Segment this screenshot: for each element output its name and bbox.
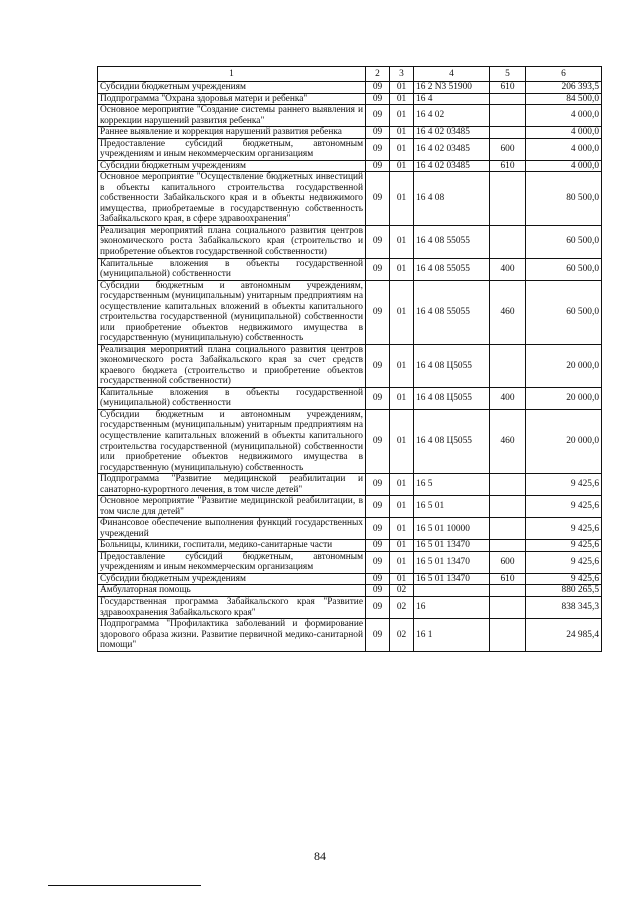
table-row — [98, 387, 602, 409]
row-section-cell: 09 — [366, 596, 390, 618]
row-subsection-cell: 02 — [390, 619, 414, 652]
row-target-article-cell: 16 4 — [414, 93, 490, 105]
row-expense-type-cell — [490, 540, 526, 552]
row-subsection-cell: 01 — [390, 540, 414, 552]
table-row — [98, 540, 602, 552]
row-target-article-cell: 16 4 08 55055 — [414, 280, 490, 344]
row-expense-type-cell — [490, 105, 526, 127]
row-amount-cell: 60 500,0 — [526, 280, 602, 344]
row-target-article-cell: 16 4 08 Ц5055 — [414, 409, 490, 473]
column-header: 6 — [526, 67, 602, 82]
table-row — [98, 138, 602, 160]
row-subsection-cell: 01 — [390, 474, 414, 496]
row-name-cell: Субсидии бюджетным учреждениям — [98, 82, 366, 94]
row-target-article-cell: 16 4 02 — [414, 105, 490, 127]
row-expense-type-cell — [490, 619, 526, 652]
row-target-article-cell: 16 4 02 03485 — [414, 160, 490, 172]
row-expense-type-cell: 460 — [490, 280, 526, 344]
row-target-article-cell: 16 4 08 55055 — [414, 258, 490, 280]
row-subsection-cell: 01 — [390, 551, 414, 573]
row-amount-cell: 206 393,5 — [526, 82, 602, 94]
row-section-cell: 09 — [366, 127, 390, 139]
row-subsection-cell: 01 — [390, 409, 414, 473]
row-name-cell: Основное мероприятие "Осуществление бюджетных инвестиций в объекты капитального строительства государственной собственности Забайкальского края и в объекты недвижимого имущества, приобретаемые в государственную собственность Забайкальского края, в сфере здравоохранения" — [98, 172, 366, 226]
row-name-cell: Субсидии бюджетным учреждениям — [98, 573, 366, 585]
table-row — [98, 258, 602, 280]
table-row — [98, 127, 602, 139]
row-expense-type-cell — [490, 518, 526, 540]
row-target-article-cell: 16 4 08 — [414, 172, 490, 226]
row-target-article-cell: 16 4 08 Ц5055 — [414, 344, 490, 387]
row-section-cell: 09 — [366, 160, 390, 172]
table-row — [98, 518, 602, 540]
page-number: 84 — [314, 849, 326, 863]
row-subsection-cell: 02 — [390, 596, 414, 618]
row-amount-cell: 9 425,6 — [526, 573, 602, 585]
row-subsection-cell: 01 — [390, 138, 414, 160]
row-amount-cell: 4 000,0 — [526, 160, 602, 172]
row-section-cell: 09 — [366, 496, 390, 518]
row-expense-type-cell — [490, 496, 526, 518]
column-header: 2 — [366, 67, 390, 82]
row-expense-type-cell — [490, 93, 526, 105]
table-row — [98, 105, 602, 127]
table-row — [98, 573, 602, 585]
row-name-cell: Реализация мероприятий плана социального развития центров экономического роста Забайкальского края (строительство и приобретение объектов государственной собственности) — [98, 225, 366, 258]
row-section-cell: 09 — [366, 258, 390, 280]
row-section-cell: 09 — [366, 551, 390, 573]
row-subsection-cell: 01 — [390, 280, 414, 344]
row-name-cell: Субсидии бюджетным учреждениям — [98, 160, 366, 172]
row-expense-type-cell — [490, 474, 526, 496]
row-amount-cell: 84 500,0 — [526, 93, 602, 105]
row-amount-cell: 9 425,6 — [526, 474, 602, 496]
row-section-cell: 09 — [366, 172, 390, 226]
column-header: 5 — [490, 67, 526, 82]
row-section-cell: 09 — [366, 619, 390, 652]
table-row — [98, 496, 602, 518]
row-expense-type-cell: 600 — [490, 138, 526, 160]
row-name-cell: Амбулаторная помощь — [98, 585, 366, 597]
table-row — [98, 225, 602, 258]
row-target-article-cell: 16 2 N3 51900 — [414, 82, 490, 94]
table-row — [98, 160, 602, 172]
row-amount-cell: 880 265,5 — [526, 585, 602, 597]
row-expense-type-cell: 600 — [490, 551, 526, 573]
budget-table — [97, 66, 602, 652]
table-body — [98, 82, 602, 652]
row-target-article-cell: 16 5 — [414, 474, 490, 496]
row-section-cell: 09 — [366, 474, 390, 496]
column-header: 4 — [414, 67, 490, 82]
row-expense-type-cell: 400 — [490, 258, 526, 280]
row-expense-type-cell — [490, 344, 526, 387]
row-expense-type-cell — [490, 585, 526, 597]
table-row — [98, 585, 602, 597]
row-target-article-cell: 16 — [414, 596, 490, 618]
table-row — [98, 474, 602, 496]
row-subsection-cell: 01 — [390, 518, 414, 540]
row-amount-cell: 80 500,0 — [526, 172, 602, 226]
row-amount-cell: 9 425,6 — [526, 551, 602, 573]
row-subsection-cell: 01 — [390, 93, 414, 105]
row-expense-type-cell — [490, 172, 526, 226]
table-row — [98, 409, 602, 473]
row-amount-cell: 9 425,6 — [526, 518, 602, 540]
row-section-cell: 09 — [366, 585, 390, 597]
row-name-cell: Основное мероприятие "Создание системы раннего выявления и коррекции нарушений развития ребенка" — [98, 105, 366, 127]
row-subsection-cell: 01 — [390, 387, 414, 409]
row-name-cell: Субсидии бюджетным и автономным учреждениям, государственным (муниципальным) унитарным предприятиям на осуществление капитальных вложений в объекты капитального строительства государственной (муниципальной) собственности или приобретение объектов недвижимого имущества в государственную (муниципальную) собственность — [98, 280, 366, 344]
table-row — [98, 93, 602, 105]
row-section-cell: 09 — [366, 225, 390, 258]
row-name-cell: Подпрограмма "Развитие медицинской реабилитации и санаторно-курортного лечения, в том числе детей" — [98, 474, 366, 496]
row-amount-cell: 60 500,0 — [526, 225, 602, 258]
column-header: 3 — [390, 67, 414, 82]
row-target-article-cell: 16 4 08 Ц5055 — [414, 387, 490, 409]
row-subsection-cell: 01 — [390, 344, 414, 387]
header-row — [98, 67, 602, 82]
row-section-cell: 09 — [366, 105, 390, 127]
row-amount-cell: 20 000,0 — [526, 409, 602, 473]
table-row — [98, 551, 602, 573]
row-expense-type-cell — [490, 225, 526, 258]
footnote-divider — [48, 885, 201, 886]
row-amount-cell: 9 425,6 — [526, 540, 602, 552]
table-row — [98, 619, 602, 652]
row-subsection-cell: 01 — [390, 172, 414, 226]
row-amount-cell: 24 985,4 — [526, 619, 602, 652]
row-amount-cell: 4 000,0 — [526, 127, 602, 139]
row-name-cell: Капитальные вложения в объекты государственной (муниципальной) собственности — [98, 258, 366, 280]
row-amount-cell: 838 345,3 — [526, 596, 602, 618]
row-section-cell: 09 — [366, 540, 390, 552]
row-name-cell: Государственная программа Забайкальского края "Развитие здравоохранения Забайкальского края" — [98, 596, 366, 618]
row-name-cell: Подпрограмма "Охрана здоровья матери и ребенка" — [98, 93, 366, 105]
row-name-cell: Подпрограмма "Профилактика заболеваний и формирование здорового образа жизни. Развитие первичной медико-санитарной помощи" — [98, 619, 366, 652]
row-amount-cell: 4 000,0 — [526, 105, 602, 127]
row-section-cell: 09 — [366, 138, 390, 160]
row-target-article-cell: 16 4 02 03485 — [414, 138, 490, 160]
row-subsection-cell: 01 — [390, 127, 414, 139]
row-name-cell: Финансовое обеспечение выполнения функций государственных учреждений — [98, 518, 366, 540]
row-subsection-cell: 01 — [390, 496, 414, 518]
row-name-cell: Раннее выявление и коррекция нарушений развития ребенка — [98, 127, 366, 139]
row-name-cell: Реализация мероприятий плана социального развития центров экономического роста Забайкальского края за счет средств краевого бюджета (строительство и приобретение объектов государственной собственности) — [98, 344, 366, 387]
row-target-article-cell: 16 1 — [414, 619, 490, 652]
row-subsection-cell: 01 — [390, 573, 414, 585]
table-row — [98, 172, 602, 226]
row-target-article-cell — [414, 585, 490, 597]
row-subsection-cell: 01 — [390, 160, 414, 172]
row-expense-type-cell: 400 — [490, 387, 526, 409]
row-target-article-cell: 16 5 01 — [414, 496, 490, 518]
row-target-article-cell: 16 5 01 13470 — [414, 551, 490, 573]
row-name-cell: Основное мероприятие "Развитие медицинской реабилитации, в том числе для детей" — [98, 496, 366, 518]
row-subsection-cell: 01 — [390, 105, 414, 127]
row-amount-cell: 20 000,0 — [526, 387, 602, 409]
column-header: 1 — [98, 67, 366, 82]
row-expense-type-cell: 460 — [490, 409, 526, 473]
row-amount-cell: 60 500,0 — [526, 258, 602, 280]
table-row — [98, 280, 602, 344]
row-section-cell: 09 — [366, 280, 390, 344]
row-section-cell: 09 — [366, 344, 390, 387]
row-name-cell: Субсидии бюджетным и автономным учреждениям, государственным (муниципальным) унитарным предприятиям на осуществление капитальных вложений в объекты капитального строительства государственной (муниципальной) собственности или приобретение объектов недвижимого имущества в государственную (муниципальную) собственность — [98, 409, 366, 473]
row-name-cell: Капитальные вложения в объекты государственной (муниципальной) собственности — [98, 387, 366, 409]
row-amount-cell: 20 000,0 — [526, 344, 602, 387]
row-section-cell: 09 — [366, 409, 390, 473]
row-amount-cell: 9 425,6 — [526, 496, 602, 518]
row-name-cell: Больницы, клиники, госпитали, медико-санитарные части — [98, 540, 366, 552]
row-target-article-cell: 16 5 01 13470 — [414, 540, 490, 552]
row-subsection-cell: 01 — [390, 258, 414, 280]
row-expense-type-cell: 610 — [490, 573, 526, 585]
row-section-cell: 09 — [366, 82, 390, 94]
row-target-article-cell: 16 4 08 55055 — [414, 225, 490, 258]
row-subsection-cell: 01 — [390, 225, 414, 258]
table-row — [98, 344, 602, 387]
row-name-cell: Предоставление субсидий бюджетным, автономным учреждениям и иным некоммерческим организациям — [98, 551, 366, 573]
table-header — [98, 67, 602, 82]
row-expense-type-cell: 610 — [490, 160, 526, 172]
table-row — [98, 596, 602, 618]
row-section-cell: 09 — [366, 518, 390, 540]
row-expense-type-cell — [490, 127, 526, 139]
row-target-article-cell: 16 5 01 10000 — [414, 518, 490, 540]
row-subsection-cell: 01 — [390, 82, 414, 94]
row-expense-type-cell — [490, 596, 526, 618]
table-row — [98, 82, 602, 94]
row-section-cell: 09 — [366, 93, 390, 105]
row-subsection-cell: 02 — [390, 585, 414, 597]
row-section-cell: 09 — [366, 387, 390, 409]
row-amount-cell: 4 000,0 — [526, 138, 602, 160]
row-expense-type-cell: 610 — [490, 82, 526, 94]
row-target-article-cell: 16 4 02 03485 — [414, 127, 490, 139]
row-target-article-cell: 16 5 01 13470 — [414, 573, 490, 585]
row-name-cell: Предоставление субсидий бюджетным, автономным учреждениям и иным некоммерческим организациям — [98, 138, 366, 160]
row-section-cell: 09 — [366, 573, 390, 585]
